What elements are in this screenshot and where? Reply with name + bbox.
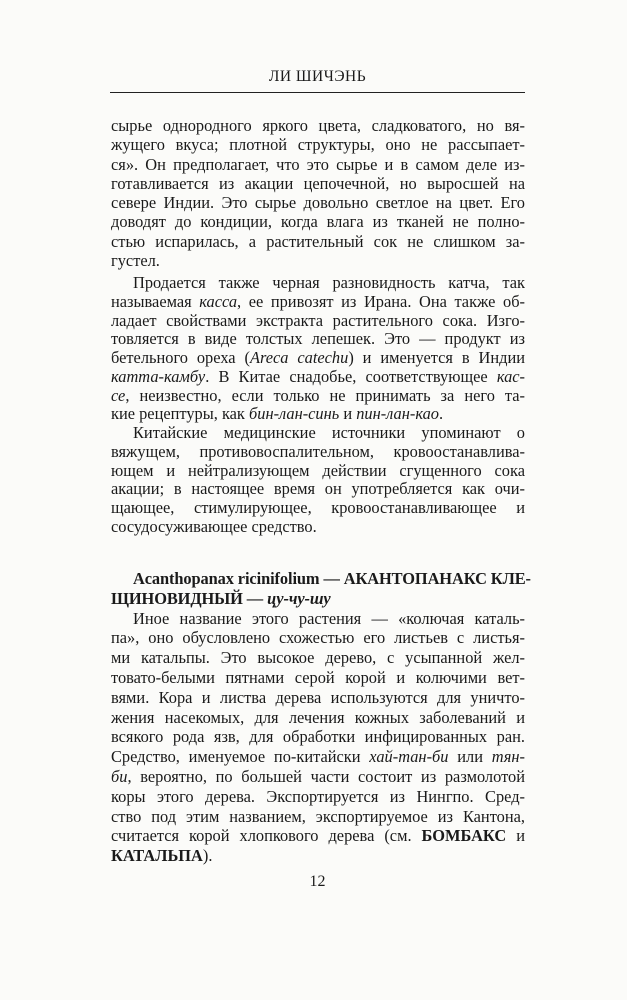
text-segment: сырье однородного яркого цвета, сладковатого, но вя- — [111, 116, 525, 135]
text-segment: товляется в виде толстых лепешек. Это — продукт из — [111, 329, 525, 349]
text-block-continuation — [111, 116, 525, 270]
paragraph — [111, 116, 525, 270]
text-segment: Иное название этого растения — «колючая каталь- — [133, 608, 525, 628]
text-segment: , вероятно, по большей части состоит из размолотой — [127, 766, 525, 786]
bold-text: БОМБАКС — [421, 826, 507, 846]
text-segment: ладает свойствами экстракта растительного сока. Изго- — [111, 310, 525, 330]
text-segment: сосудосуживающее средство. — [111, 516, 317, 536]
text-segment: ) и именуется в Индии — [348, 348, 525, 367]
text-line — [111, 628, 525, 648]
text-line — [111, 518, 525, 537]
text-line — [111, 499, 525, 518]
text-segment: Средство, именуемое по-китайски — [111, 747, 370, 767]
text-line — [111, 846, 525, 866]
running-head-title: ЛИ ШИЧЭНЬ — [268, 68, 367, 85]
text-line — [111, 274, 525, 293]
text-line — [111, 826, 525, 846]
bold-text: ЩИНОВИДНЫЙ — — [111, 588, 268, 608]
text-segment: щающее, стимулирующее, кровоостанавливающее и — [111, 498, 525, 517]
text-segment: ся». Он предполагает, что это сырье и в самом деле из- — [111, 154, 525, 174]
text-segment: жущего вкуса; плотной структуры, оно не рассыпает- — [111, 135, 525, 155]
text-line — [111, 232, 525, 251]
text-line — [111, 609, 525, 629]
text-line — [111, 174, 525, 193]
text-block-acanthopanax-entry — [111, 569, 531, 866]
text-segment: севере Индии. Это сырье довольно светлое на цвет. Его — [111, 193, 525, 213]
text-segment: кие рецептуры, как — [111, 404, 249, 424]
text-line — [111, 648, 525, 668]
text-line — [111, 480, 525, 499]
italic-term: касса — [199, 291, 238, 311]
text-segment: Китайские медицинские источники упоминают о — [133, 423, 525, 442]
text-line — [111, 293, 525, 312]
text-segment: , неизвестно, если только не принимать за него та- — [125, 385, 525, 405]
text-segment: Продается также черная разновидность катча, так — [133, 273, 525, 292]
text-block-catechu — [111, 274, 525, 537]
text-line — [111, 116, 525, 135]
bold-italic-term: цу-чу-шу — [267, 588, 331, 608]
text-line — [111, 330, 525, 349]
italic-term: би — [111, 766, 128, 786]
header-rule — [110, 92, 525, 93]
text-line — [111, 727, 525, 747]
text-line — [111, 443, 525, 462]
paragraph — [111, 274, 525, 424]
bold-text: Acanthopanax ricinifolium — АКАНТОПАНАКС КЛЕ- — [133, 569, 531, 588]
text-segment: товато-белыми пятнами серой корой и колючими вет- — [111, 667, 525, 687]
italic-term: пин-лан-као — [356, 404, 439, 424]
text-line — [111, 155, 525, 174]
text-segment: . — [438, 404, 444, 424]
text-segment: коры этого дерева. Экспортируется из Нингпо. Сред- — [111, 786, 525, 806]
text-line — [111, 349, 525, 368]
text-segment: и — [339, 404, 357, 424]
text-segment: доводят до кондиции, когда влага из тканей не полно- — [111, 212, 525, 232]
text-segment: , ее привозят из Ирана. Она также об- — [237, 291, 525, 311]
text-segment: вяжущем, противовоспалительном, кровоостанавлива- — [111, 441, 525, 461]
text-segment: па», оно обусловлено схожестью его листьев с листья- — [111, 628, 525, 648]
text-segment: называемая — [111, 291, 200, 311]
text-line — [111, 387, 525, 406]
text-line — [111, 424, 525, 443]
text-segment: ющем и нейтрализующем действии сгущенного сока — [111, 460, 525, 480]
italic-term: тян- — [491, 747, 525, 767]
text-line — [111, 312, 525, 331]
text-segment: стью испарилась, а растительный сок не слишком за- — [111, 231, 525, 251]
text-segment: вями. Кора и листва дерева используются для уничто- — [111, 687, 525, 707]
text-segment: жения насекомых, для лечения кожных заболеваний и — [111, 707, 525, 727]
italic-term: кас- — [496, 366, 525, 386]
text-line — [111, 135, 525, 154]
text-segment: акации; в настоящее время он употребляется как очи- — [111, 479, 525, 499]
italic-term: хай-тан-би — [369, 747, 449, 767]
text-line — [111, 688, 525, 708]
page-number: 12 — [309, 873, 326, 890]
text-line — [111, 747, 525, 767]
text-segment: густел. — [111, 251, 160, 271]
text-segment: и — [506, 826, 525, 846]
italic-term: катта-камбу — [111, 366, 206, 386]
text-line — [111, 405, 525, 424]
text-line — [111, 212, 525, 231]
text-line — [111, 787, 525, 807]
entry-heading — [111, 569, 531, 609]
text-segment: ). — [202, 846, 213, 866]
text-segment: бетельного ореха ( — [111, 348, 250, 367]
italic-term: Areca catechu — [249, 348, 349, 367]
text-line — [111, 368, 525, 387]
bold-text: КАТАЛЬПА — [111, 846, 203, 866]
text-segment: ми катальпы. Это высокое дерево, с усыпанной жел- — [111, 648, 525, 668]
text-line — [111, 708, 525, 728]
paragraph — [111, 424, 525, 537]
text-segment: всякого рода язв, для обработки инфицированных ран. — [111, 727, 525, 747]
text-line — [111, 767, 525, 787]
text-segment: . В Китае снадобье, соответствующее — [205, 366, 497, 386]
text-segment: готавливается из акации цепочечной, но выросшей на — [111, 173, 525, 193]
paragraph — [111, 609, 525, 866]
text-line — [111, 589, 525, 609]
text-line — [111, 668, 525, 688]
text-line — [111, 462, 525, 481]
italic-term: се — [111, 385, 126, 405]
text-segment: ство под этим названием, экспортируемое из Кантона, — [111, 806, 525, 826]
text-line — [111, 251, 525, 270]
text-segment: или — [448, 747, 492, 767]
text-line — [111, 569, 531, 589]
italic-term: бин-лан-синь — [249, 404, 340, 424]
text-segment: считается корой хлопкового дерева (см. — [111, 826, 422, 846]
text-line — [111, 807, 525, 827]
text-line — [111, 193, 525, 212]
